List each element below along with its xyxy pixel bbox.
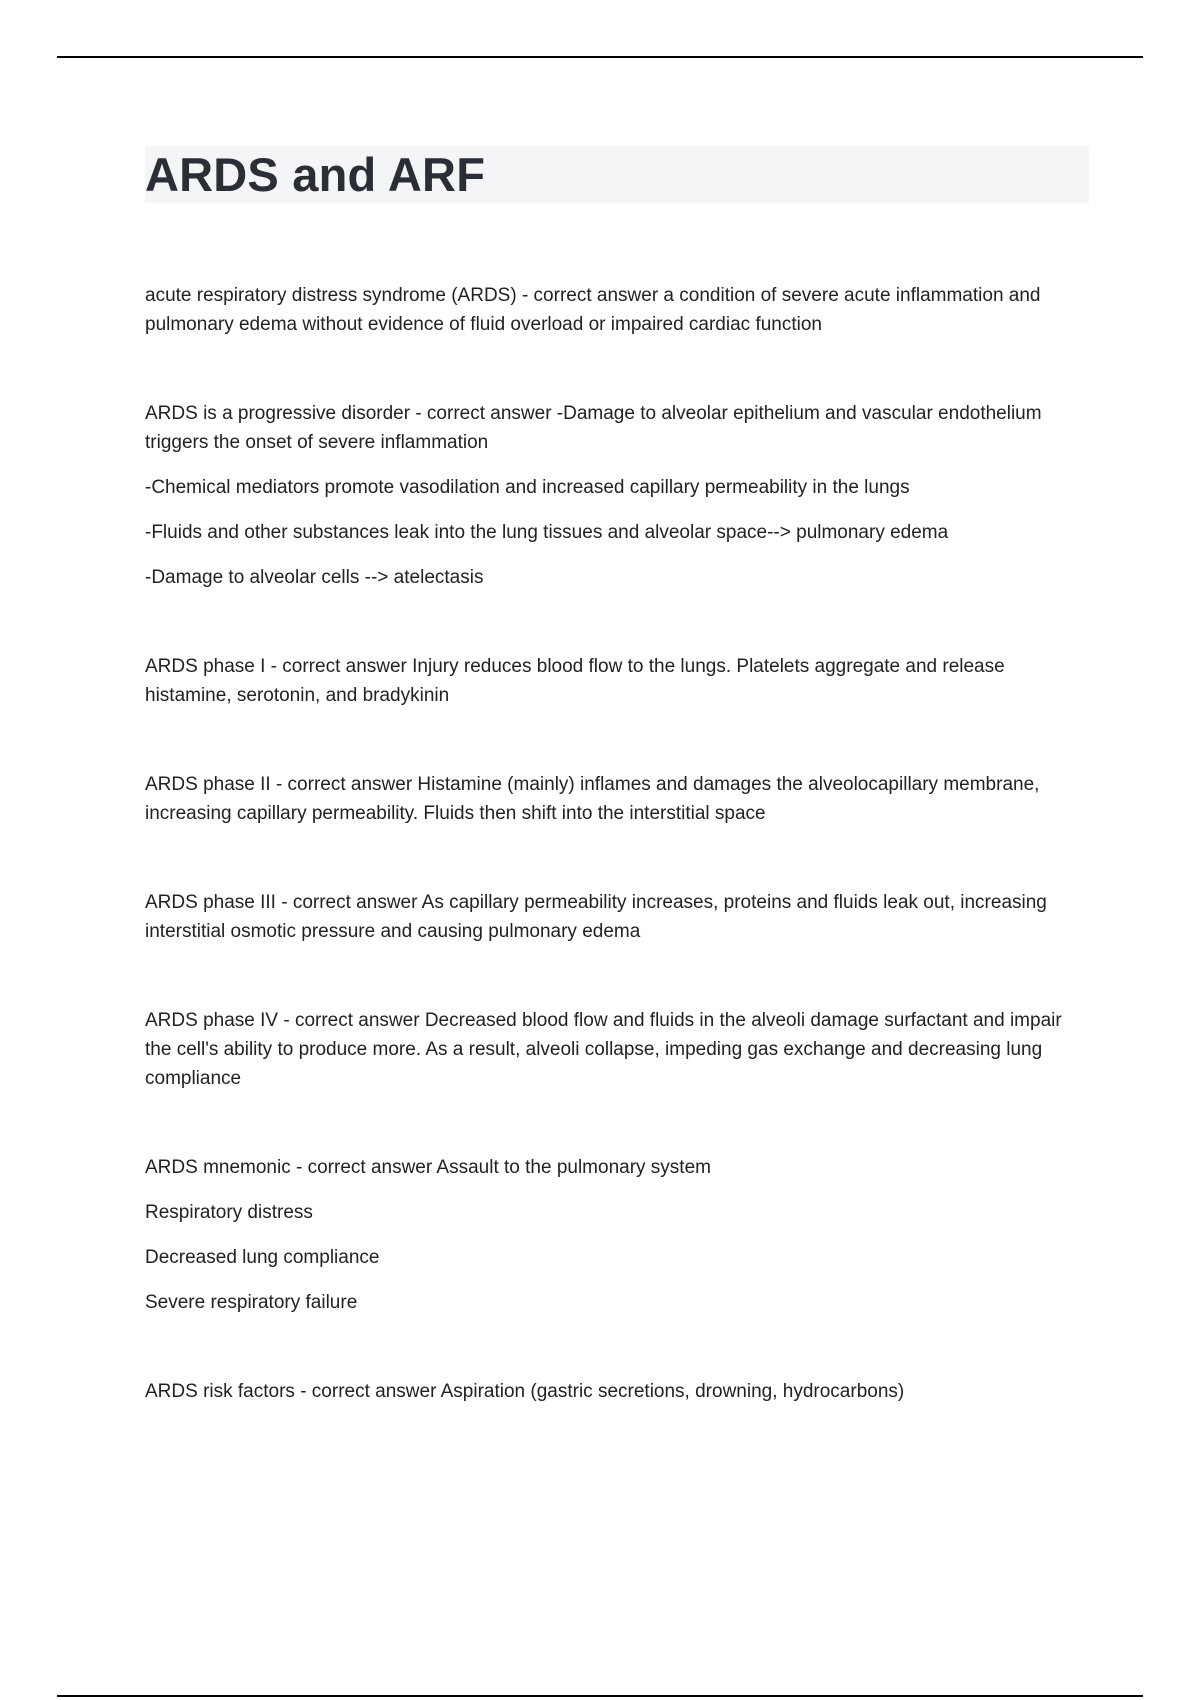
entry-text: ARDS phase II - correct answer Histamine (mainly) inflames and damages the alveolocapillary membrane, increasing capillary permeability. Fluids then shift into the interstitial space <box>145 774 1040 824</box>
entry-phase-3 <box>145 888 1090 946</box>
top-rule <box>57 56 1143 58</box>
entry-phase-2 <box>145 770 1090 828</box>
entry-text: Severe respiratory failure <box>145 1292 358 1313</box>
entry-risk-factors <box>145 1377 1090 1406</box>
entry-text: ARDS mnemonic - correct answer Assault to the pulmonary system <box>145 1157 711 1178</box>
document-body <box>145 146 1090 1466</box>
entry-text: ARDS phase I - correct answer Injury reduces blood flow to the lungs. Platelets aggregate and release histamine, serotonin, and bradykinin <box>145 656 1005 706</box>
bottom-rule <box>57 1695 1143 1697</box>
entry-phase-4 <box>145 1006 1090 1093</box>
entry-ards-definition <box>145 281 1090 339</box>
entry-text: ARDS phase III - correct answer As capillary permeability increases, proteins and fluids leak out, increasing interstitial osmotic pressure and causing pulmonary edema <box>145 892 1047 942</box>
entry-progressive-disorder <box>145 399 1090 592</box>
title-band <box>145 146 1089 203</box>
entry-text: ARDS phase IV - correct answer Decreased blood flow and fluids in the alveoli damage surfactant and impair the cell's ability to produce more. As a result, alveoli collapse, impeding gas exchange and decreasing lung compliance <box>145 1010 1062 1089</box>
entry-text: acute respiratory distress syndrome (ARDS) - correct answer a condition of severe acute inflammation and pulmonary edema without evidence of fluid overload or impaired cardiac function <box>145 285 1041 335</box>
document-title: ARDS and ARF <box>145 148 486 201</box>
entry-text: ARDS risk factors - correct answer Aspiration (gastric secretions, drowning, hydrocarbons) <box>145 1381 905 1402</box>
entry-text: Respiratory distress <box>145 1202 313 1223</box>
entry-text: Decreased lung compliance <box>145 1247 380 1268</box>
entry-mnemonic <box>145 1153 1090 1317</box>
entry-text: ARDS is a progressive disorder - correct answer -Damage to alveolar epithelium and vascular endothelium triggers the onset of severe inflammation <box>145 403 1042 453</box>
entry-text: -Fluids and other substances leak into the lung tissues and alveolar space--> pulmonary edema <box>145 522 949 543</box>
entry-text: -Chemical mediators promote vasodilation and increased capillary permeability in the lungs <box>145 477 910 498</box>
entry-text: -Damage to alveolar cells --> atelectasis <box>145 567 484 588</box>
entry-phase-1 <box>145 652 1090 710</box>
